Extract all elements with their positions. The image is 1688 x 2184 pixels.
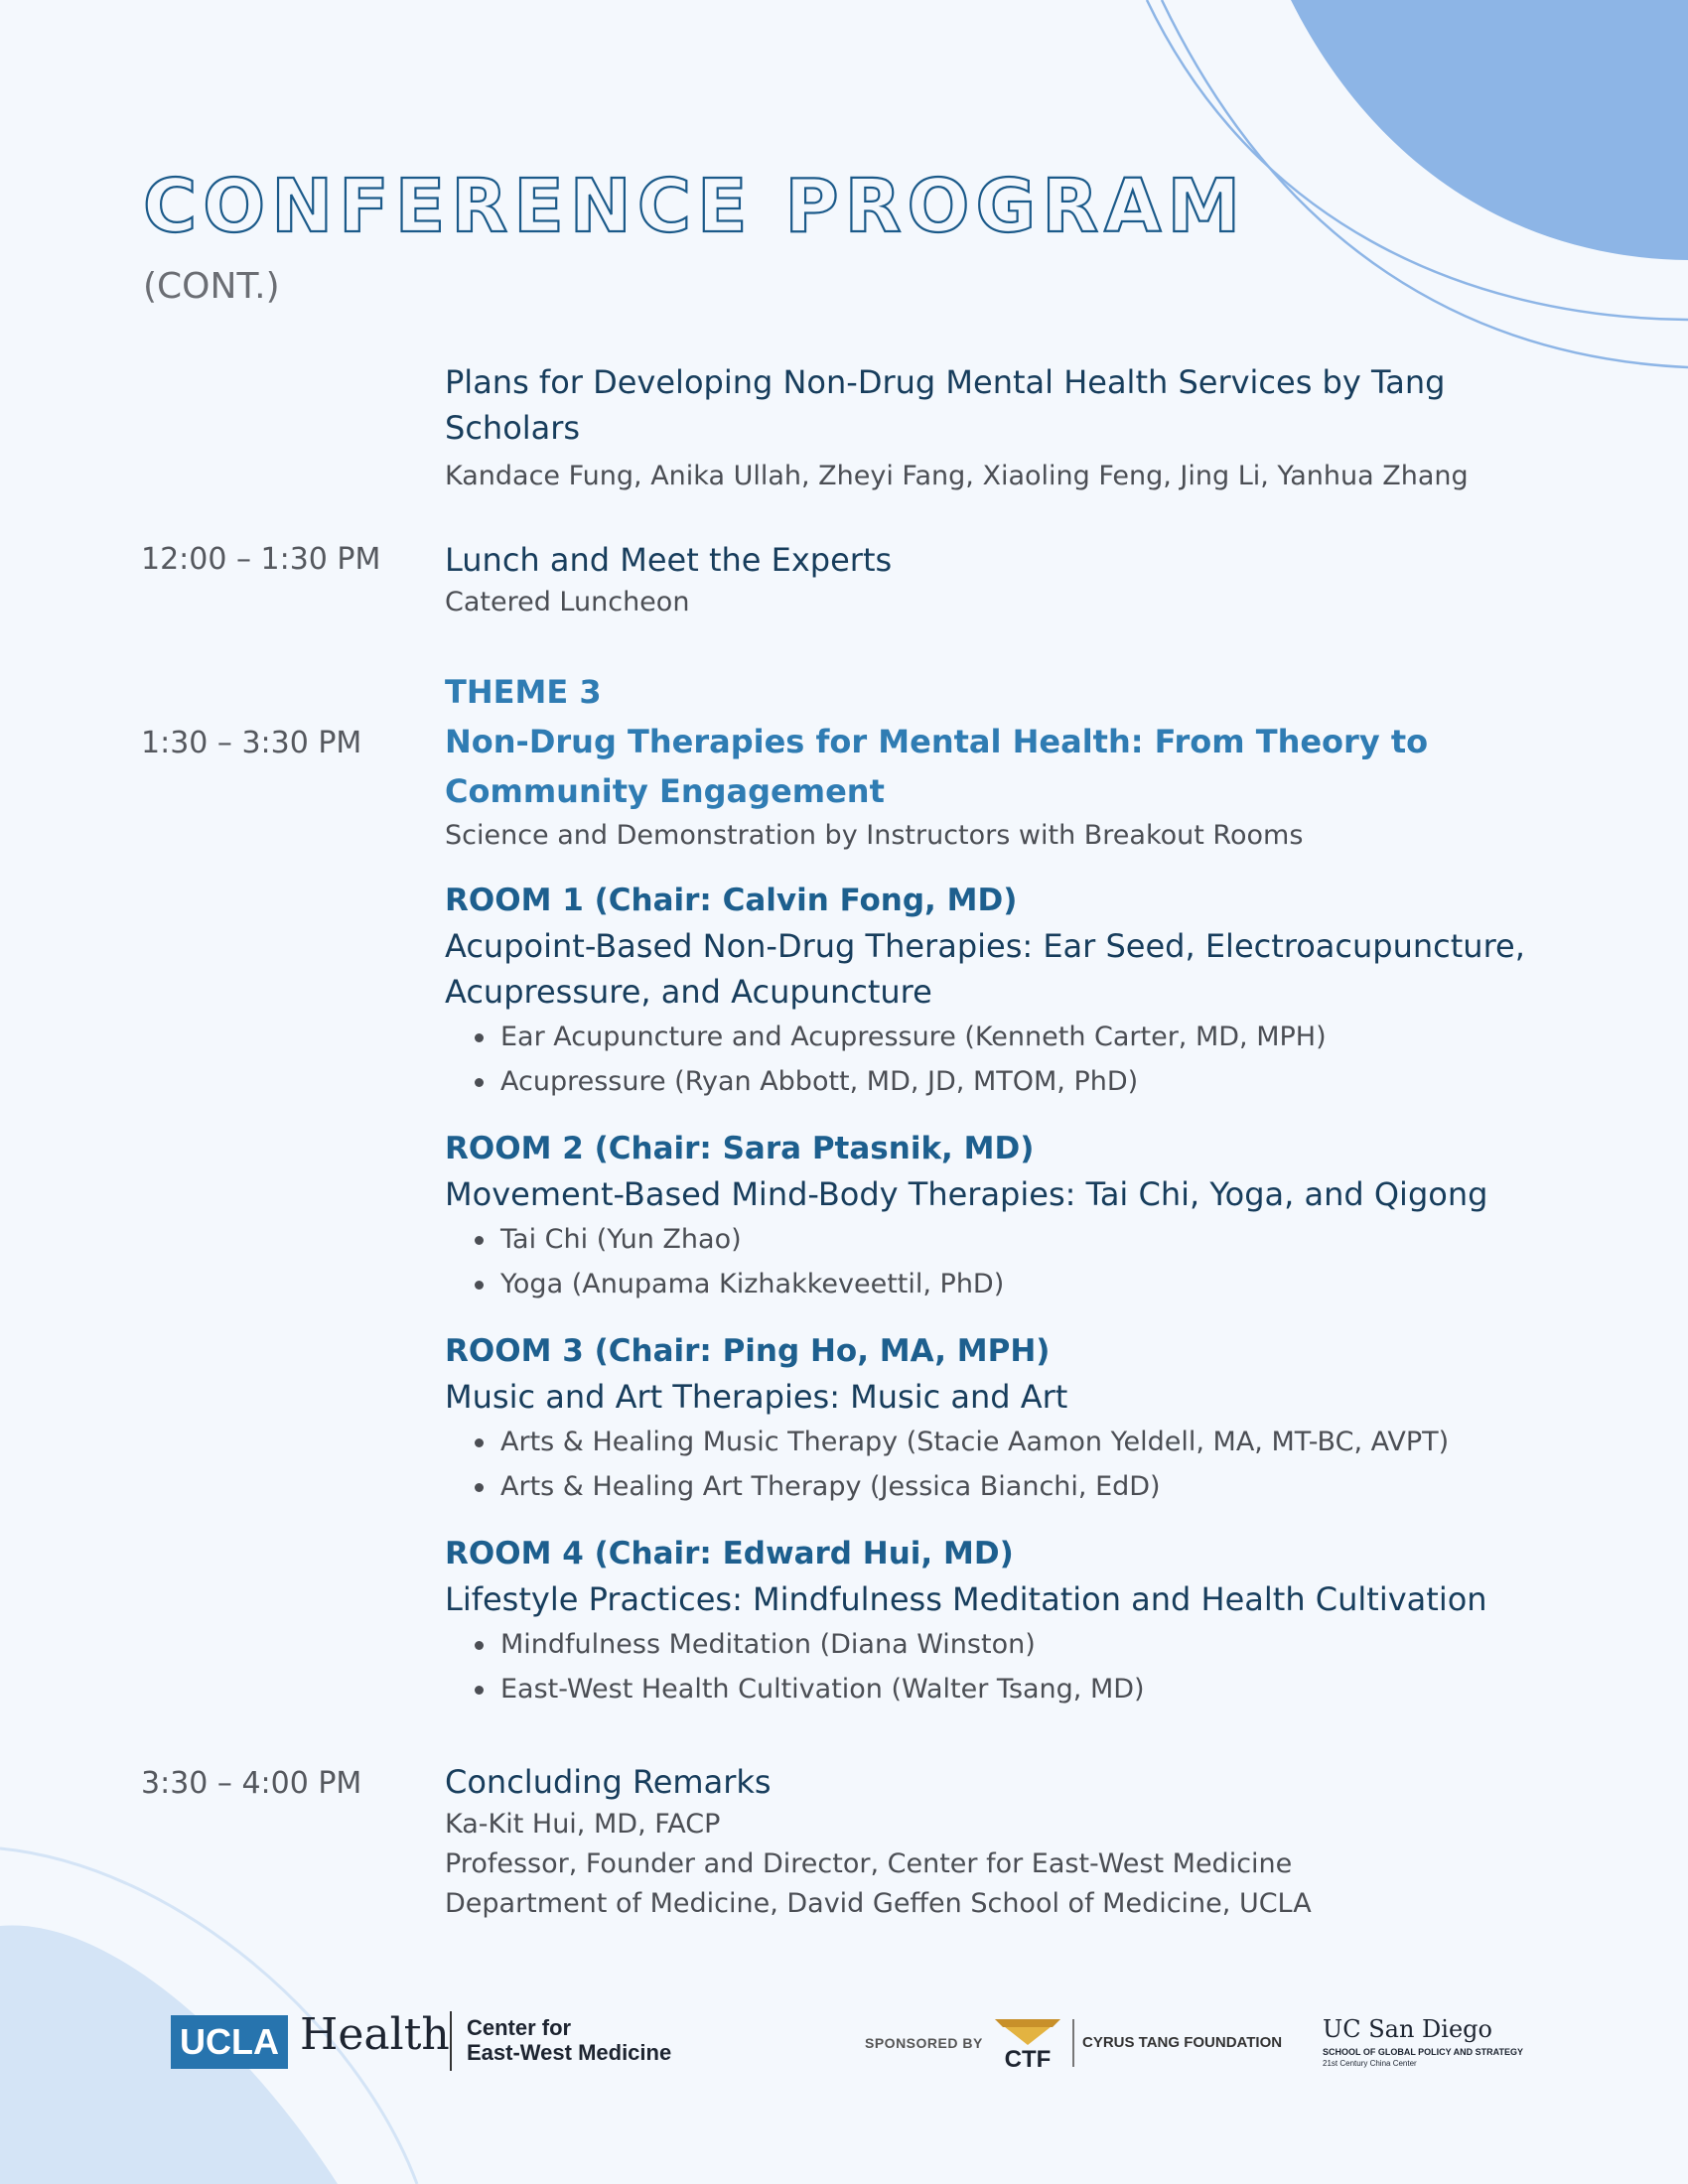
ctf-divider — [1072, 2019, 1074, 2067]
room-items — [445, 1217, 1557, 1306]
session-title: Concluding Remarks — [445, 1763, 772, 1801]
room-items — [445, 1622, 1557, 1711]
health-logo-text: Health — [300, 2009, 450, 2060]
list-item: Ear Acupuncture and Acupressure (Kenneth Carter, MD, MPH) — [500, 1015, 1557, 1059]
page-title: CONFERENCE PROGRAM — [143, 164, 1247, 249]
list-item: East-West Health Cultivation (Walter Tsang, MD) — [500, 1667, 1557, 1711]
theme-label: THEME 3 — [445, 673, 602, 711]
session-time: 3:30 – 4:00 PM — [141, 1766, 362, 1801]
page-subtitle: (CONT.) — [143, 266, 280, 307]
room-topic: Acupoint-Based Non-Drug Therapies: Ear Seed, Electroacupuncture, Acupressure, and Acupuncture — [445, 927, 1525, 1011]
session-speakers: Kandace Fung, Anika Ullah, Zheyi Fang, Xiaoling Feng, Jing Li, Yanhua Zhang — [445, 461, 1469, 491]
room-items — [445, 1015, 1557, 1104]
list-item: Arts & Healing Music Therapy (Stacie Aamon Yeldell, MA, MT-BC, AVPT) — [500, 1420, 1557, 1464]
session-title: Lunch and Meet the Experts — [445, 541, 893, 579]
session-time: 12:00 – 1:30 PM — [141, 542, 381, 577]
room-chair: ROOM 3 (Chair: Ping Ho, MA, MPH) — [445, 1333, 1051, 1369]
ucla-logo: UCLA — [171, 2015, 288, 2069]
session-theme3 — [445, 667, 1557, 1711]
list-item: Yoga (Anupama Kizhakkeveettil, PhD) — [500, 1262, 1557, 1306]
room-chair: ROOM 1 (Chair: Calvin Fong, MD) — [445, 883, 1018, 918]
ctf-mark: CTF — [1004, 2046, 1052, 2071]
list-item: Acupressure (Ryan Abbott, MD, JD, MTOM, PhD) — [500, 1059, 1557, 1104]
speaker-name: Ka-Kit Hui, MD, FACP — [445, 1809, 721, 1840]
speaker-role: Professor, Founder and Director, Center for East-West Medicine — [445, 1848, 1293, 1879]
list-item: Tai Chi (Yun Zhao) — [500, 1217, 1557, 1262]
room-3 — [445, 1328, 1557, 1509]
ucsd-school: SCHOOL OF GLOBAL POLICY AND STRATEGY — [1323, 2047, 1524, 2057]
ctf-name: CYRUS TANG FOUNDATION — [1082, 2034, 1283, 2051]
room-topic: Movement-Based Mind-Body Therapies: Tai Chi, Yoga, and Qigong — [445, 1175, 1488, 1213]
room-chair: ROOM 2 (Chair: Sara Ptasnik, MD) — [445, 1131, 1035, 1166]
session-desc: Catered Luncheon — [445, 587, 690, 617]
room-topic: Music and Art Therapies: Music and Art — [445, 1378, 1068, 1416]
theme-desc: Science and Demonstration by Instructors with Breakout Rooms — [445, 820, 1304, 851]
sponsored-by-label: SPONSORED BY — [865, 2035, 983, 2051]
ctf-logo-icon — [993, 2015, 1062, 2071]
room-2 — [445, 1126, 1557, 1306]
room-topic: Lifestyle Practices: Mindfulness Meditation and Health Cultivation — [445, 1580, 1487, 1618]
session-time: 1:30 – 3:30 PM — [141, 726, 362, 760]
room-4 — [445, 1531, 1557, 1711]
logo-divider — [450, 2011, 452, 2071]
room-items — [445, 1420, 1557, 1509]
theme-title: Non-Drug Therapies for Mental Health: From Theory to Community Engagement — [445, 723, 1429, 810]
center-line-2: East-West Medicine — [467, 2040, 672, 2065]
session-title: Plans for Developing Non-Drug Mental Health Services by Tang Scholars — [445, 363, 1446, 447]
speaker-dept: Department of Medicine, David Geffen School of Medicine, UCLA — [445, 1888, 1312, 1919]
session-lunch — [445, 537, 1557, 622]
center-line-1: Center for — [467, 2015, 572, 2040]
list-item: Arts & Healing Art Therapy (Jessica Bianchi, EdD) — [500, 1464, 1557, 1509]
session-concluding — [445, 1759, 1557, 1924]
ucsd-logo-text: UC San Diego — [1323, 2015, 1492, 2043]
session-tang-scholars — [445, 359, 1557, 496]
room-1 — [445, 878, 1557, 1104]
room-chair: ROOM 4 (Chair: Edward Hui, MD) — [445, 1536, 1014, 1571]
ucsd-center: 21st Century China Center — [1323, 2059, 1417, 2068]
list-item: Mindfulness Meditation (Diana Winston) — [500, 1622, 1557, 1667]
center-logo-text — [467, 2015, 671, 2065]
